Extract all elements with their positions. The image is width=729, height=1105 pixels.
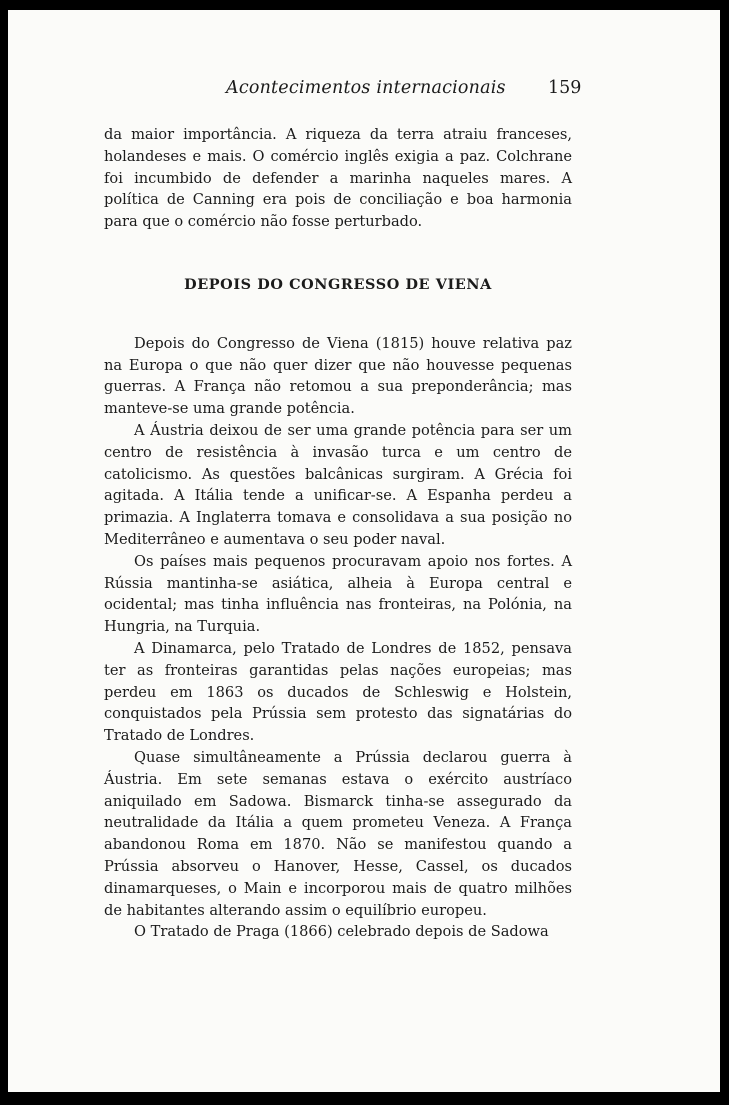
paragraph: A Áustria deixou de ser uma grande potência para ser um centro de resistência à invasão turca e um centro de catolicismo. As questões balcânicas surgiram. A Grécia foi agitada. A Itália tende a unificar-se. A Espanha perdeu a primazia. A Inglaterra tomava e consolidava a sua posição no Mediterrâneo e aumentava o seu poder naval. (104, 421, 572, 548)
paragraph: Os países mais pequenos procuravam apoio nos fortes. A Rússia mantinha-se asiática, alheia à Europa central e ocidental; mas tinha influência nas fronteiras, na Polónia, na Hungria, na Turquia. (104, 552, 572, 636)
body-text (104, 124, 572, 943)
paragraph-continuation: da maior importância. A riqueza da terra atraiu franceses, holandeses e mais. O comércio inglês exigia a paz. Colchrane foi incumbido de defender a marinha naqueles mares. A política de Canning era pois de conciliação e boa harmonia para que o comércio não fosse perturbado. (104, 126, 572, 231)
paragraph: Quase simultâneamente a Prússia declarou guerra à Áustria. Em sete semanas estava o exército austríaco aniquilado em Sadowa. Bismarck tinha-se assegurado da neutralidade da Itália a quem prometeu Veneza. A França abandonou Roma em 1870. Não se manifestou quando a Prússia absorveu o Hanover, Hesse, Cassel, os ducados dinamarqueses, o Main e incorporou mais de quatro milhões de habitantes alterando assim o equilíbrio europeu. (104, 748, 572, 919)
section-heading: DEPOIS DO CONGRESSO DE VIENA (184, 275, 492, 293)
running-title: Acontecimentos internacionais (226, 78, 506, 98)
page-number: 159 (548, 78, 582, 98)
paragraph: O Tratado de Praga (1866) celebrado depois de Sadowa (134, 923, 549, 941)
book-page (8, 10, 720, 1092)
paragraph: Depois do Congresso de Viena (1815) houve relativa paz na Europa o que não quer dizer que não houvesse pequenas guerras. A França não retomou a sua preponderância; mas manteve-se uma grande potência. (104, 334, 572, 418)
running-head (8, 76, 720, 104)
paragraph: A Dinamarca, pelo Tratado de Londres de 1852, pensava ter as fronteiras garantidas pelas nações europeias; mas perdeu em 1863 os ducados de Schleswig e Holstein, conquistados pela Prússia sem protesto das signatárias do Tratado de Londres. (104, 639, 572, 745)
